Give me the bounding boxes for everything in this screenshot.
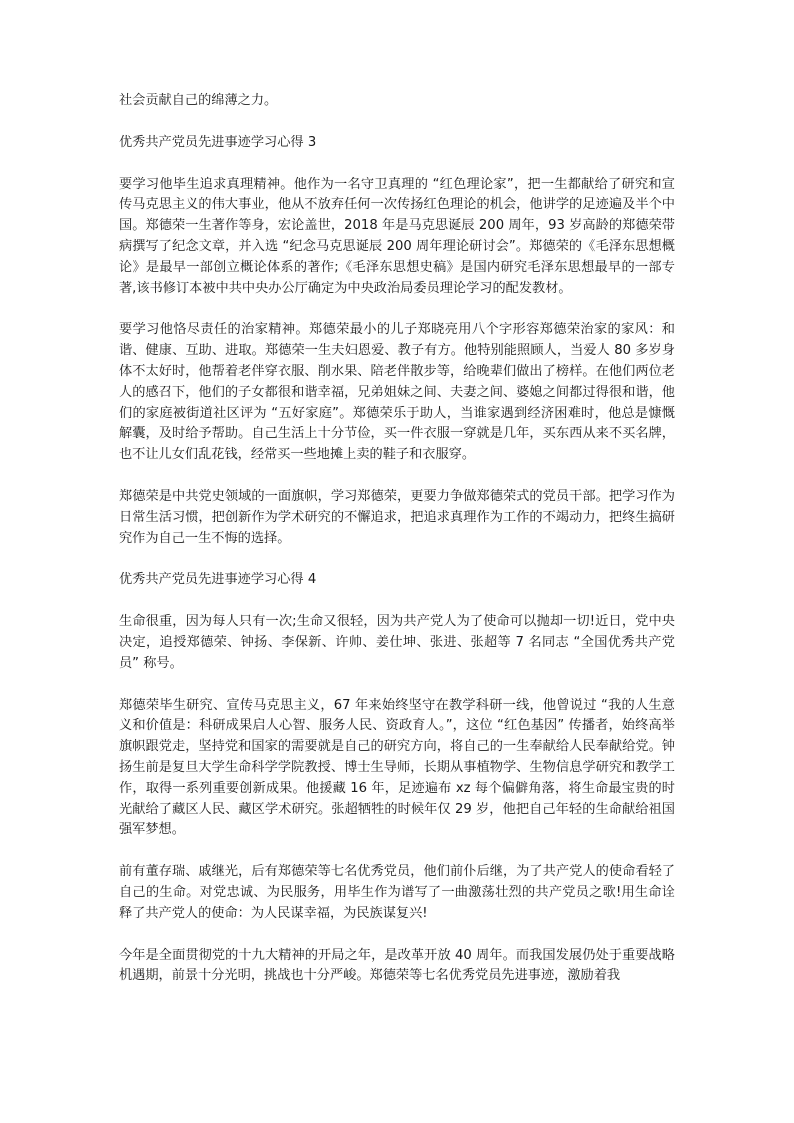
paragraph-gap [119, 841, 675, 862]
paragraph-gap [119, 925, 675, 946]
paragraph-gap [119, 112, 675, 133]
paragraph-gap [119, 299, 675, 320]
paragraph-gap [119, 675, 675, 696]
paragraph-gap [119, 466, 675, 487]
paragraph-truth-spirit: 要学习他毕生追求真理精神。他作为一名守卫真理的 “红色理论家”，把一生都献给了研究和宣传马克思主义的伟大事业，他从不放弃任何一次传扬红色理论的机会，他讲学的足迹遍及半个中国。郑德荣一生著作等身，宏论盖世，2018 年是马克思诞辰 200 周年，93 岁高龄的郑德荣带病撰写了纪念文章，并入选 “纪念马克思诞辰 200 周年理论研讨会”。郑德荣的《毛泽东思想概论》是最早一部创立概论体系的著作;《毛泽东思想史稿》是国内研究毛泽东思想最早的一部专著,该书修订本被中共中央办公厅确定为中央政治局委员理论学习的配发教材。 [119, 176, 675, 296]
paragraph-family-spirit: 要学习他恪尽责任的治家精神。郑德荣最小的儿子郑晓亮用八个字形容郑德荣治家的家风：和谐、健康、互助、进取。郑德荣一生夫妇恩爱、教子有方。他特别能照顾人，当爱人 80 多岁身体不太好时，他帮着老伴穿衣服、削水果、陪老伴散步等，给晚辈们做出了榜样。在他们两位老人的感召下，他们的子女都很和谐幸福，兄弟姐妹之间、夫妻之间、婆媳之间都过得很和谐，他们的家庭被街道社区评为 “五好家庭”。郑德荣乐于助人，当谁家遇到经济困难时，他总是慷慨解囊，及时给予帮助。自己生活上十分节俭，买一件衣服一穿就是几年，买东西从来不买名牌，也不让儿女们乱花钱，经常买一些地摊上卖的鞋子和衣服穿。 [119, 322, 675, 463]
section-heading-4: 优秀共产党员先进事迹学习心得 4 [119, 572, 317, 588]
paragraph-predecessors: 前有董存瑞、戚继光，后有郑德荣等七名优秀党员，他们前仆后继，为了共产党人的使命看轻了自己的生命。对党忠诚、为民服务，用毕生作为谱写了一曲激荡壮烈的共产党员之歌!用生命诠释了共产党人的使命：为人民谋幸福，为民族谋复兴! [119, 864, 675, 921]
paragraph-this-year: 今年是全面贯彻党的十九大精神的开局之年，是改革开放 40 周年。而我国发展仍处于重要战略机遇期，前景十分光明，挑战也十分严峻。郑德荣等七名优秀党员先进事迹，激励着我 [119, 947, 675, 984]
paragraph-banner: 郑德荣是中共党史领域的一面旗帜，学习郑德荣，更要力争做郑德荣式的党员干部。把学习作为日常生活习惯，把创新作为学术研究的不懈追求，把追求真理作为工作的不竭动力，把终生搞研究作为自己一生不悔的选择。 [119, 488, 675, 546]
paragraph-gap [119, 549, 675, 570]
paragraph-intro-tail: 社会贡献自己的绵薄之力。 [119, 93, 278, 108]
section-heading-3: 优秀共产党员先进事迹学习心得 3 [119, 134, 317, 150]
paragraph-gap [119, 154, 675, 175]
paragraph-gap [119, 591, 675, 612]
paragraph-life-weight: 生命很重，因为每人只有一次;生命又很轻，因为共产党人为了使命可以抛却一切!近日，党中央决定，追授郑德荣、钟扬、李保新、许帅、姜仕坤、张进、张超等 7 名同志 “全国优秀共产党员” 称号。 [119, 614, 675, 671]
document-page [119, 91, 675, 987]
paragraph-marxism-research: 郑德荣毕生研究、宣传马克思主义，67 年来始终坚守在教学科研一线，他曾说过 “我的人生意义和价值是：科研成果启人心智、服务人民、资政育人。”，这位 “红色基因” 传播者，始终高举旗帜跟党走，坚持党和国家的需要就是自己的研究方向，将自己的一生奉献给人民奉献给党。钟扬生前是复旦大学生命科学学院教授、博士生导师，长期从事植物学、生物信息学研究和教学工作，取得一系列重要创新成果。他援藏 16 年，足迹遍布 xz 每个偏僻角落，将生命最宝贵的时光献给了藏区人民、藏区学术研究。张超牺牲的时候年仅 29 岁，他把自己年轻的生命献给祖国强军梦想。 [119, 697, 675, 838]
